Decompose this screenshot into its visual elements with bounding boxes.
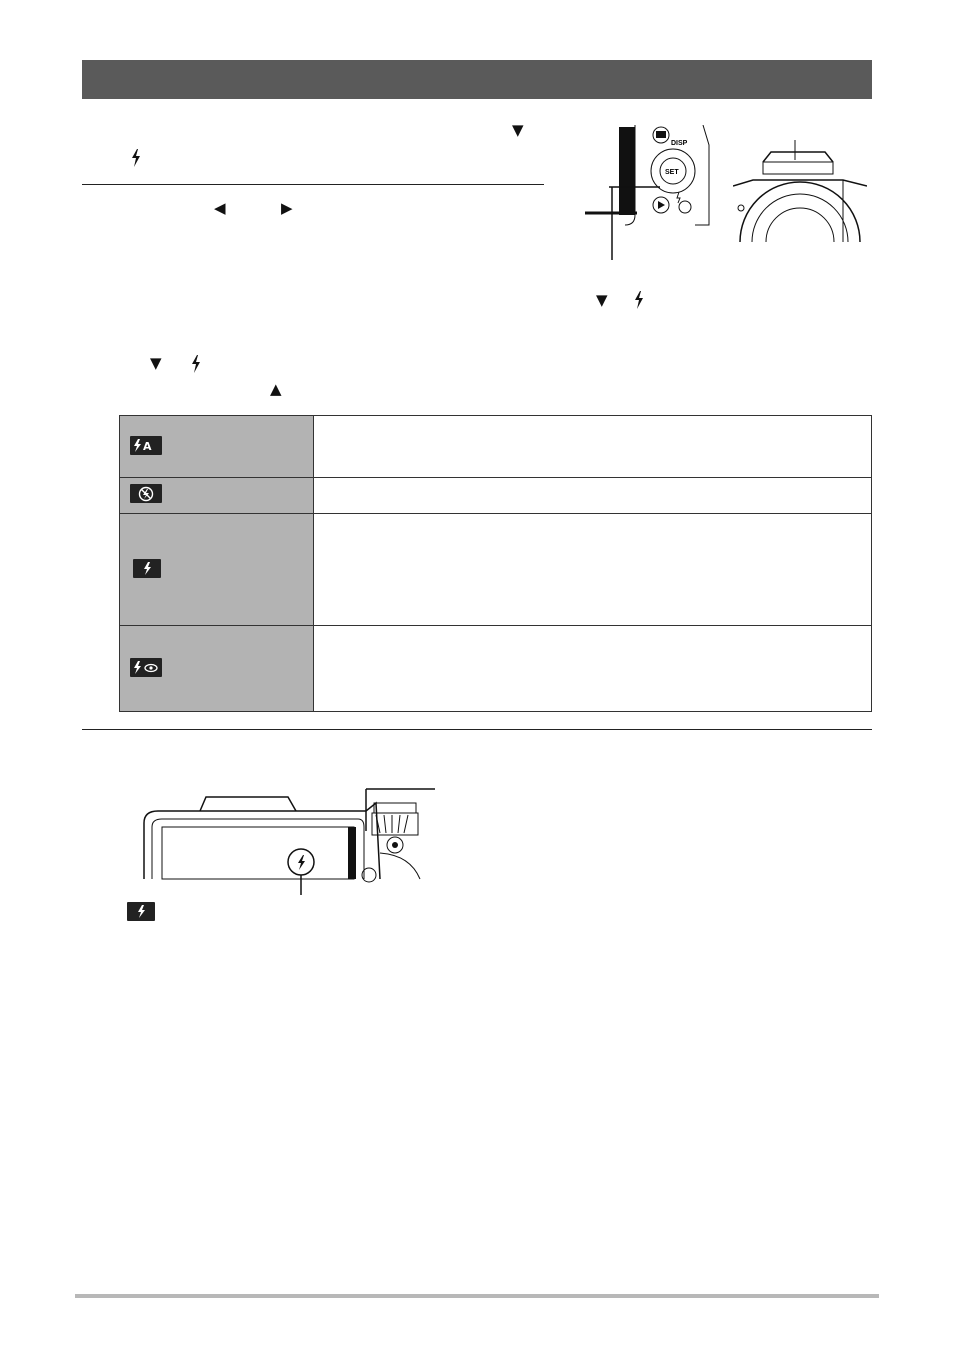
- flash-auto-icon: [130, 436, 162, 455]
- right-arrow-icon: ▶: [281, 199, 293, 217]
- mode-cell: [120, 478, 314, 514]
- mode-cell: [120, 626, 314, 712]
- description-cell: [314, 514, 872, 626]
- table-row: [120, 416, 872, 478]
- section-divider: [82, 729, 872, 730]
- svg-text:A: A: [143, 439, 152, 453]
- table-row: [120, 626, 872, 712]
- description-cell: [314, 626, 872, 712]
- flash-icon: [634, 291, 644, 314]
- red-eye-reduction-icon: [130, 658, 162, 677]
- camera-flash-figure: [733, 140, 867, 242]
- flash-icon: [191, 355, 201, 378]
- mode-cell: [120, 514, 314, 626]
- down-arrow-icon: ▼: [596, 291, 608, 309]
- svg-text:SET: SET: [665, 169, 679, 176]
- flash-icon: [131, 149, 141, 171]
- down-arrow-icon: ▼: [512, 121, 524, 139]
- flash-on-icon: [133, 559, 161, 578]
- step-divider: [82, 184, 544, 185]
- section-header-bar: [82, 60, 872, 99]
- table-row: [120, 478, 872, 514]
- mode-cell: [120, 416, 314, 478]
- description-cell: [314, 478, 872, 514]
- flash-mode-table: [119, 415, 872, 712]
- flash-off-icon: [130, 484, 162, 503]
- disp-label: DISP: [671, 140, 688, 147]
- flash-on-icon: [127, 902, 155, 921]
- down-arrow-icon: ▼: [150, 354, 162, 372]
- left-arrow-icon: ◀: [214, 199, 226, 217]
- camera-controls-figure: [585, 125, 711, 260]
- up-arrow-icon: ▲: [270, 380, 282, 398]
- table-row: [120, 514, 872, 626]
- description-cell: [314, 416, 872, 478]
- page-footer-rule: [75, 1294, 879, 1298]
- camera-monitor-figure: [140, 783, 435, 895]
